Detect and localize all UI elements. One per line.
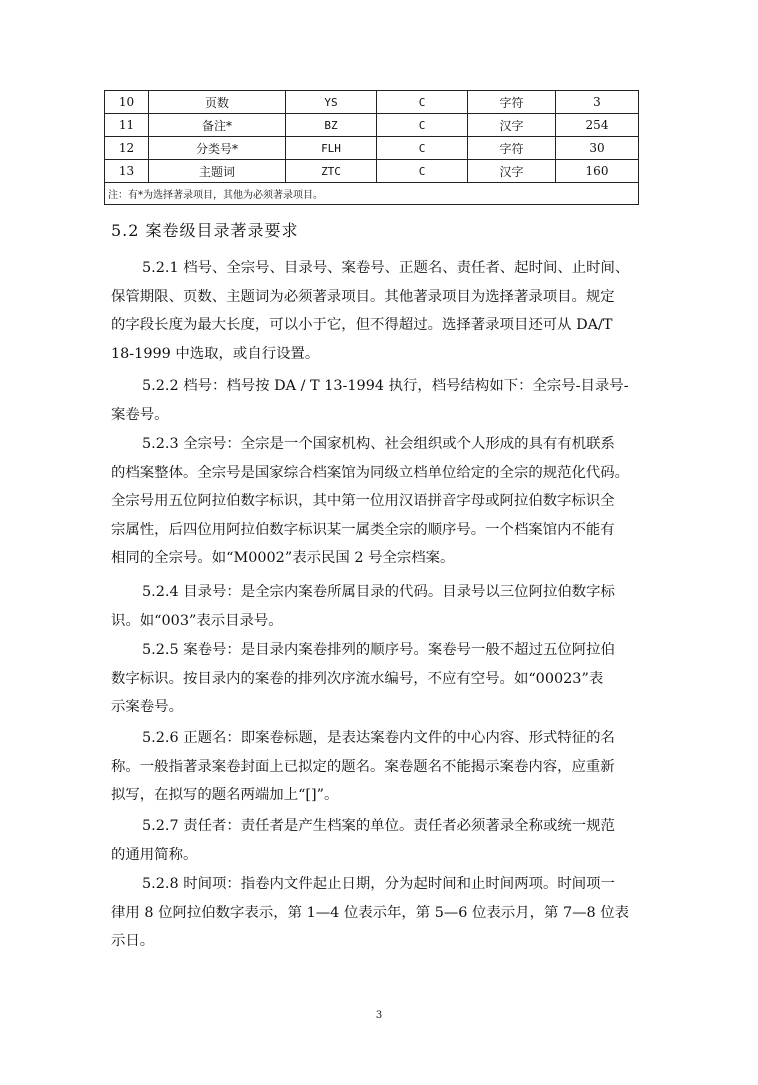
cell-no: 10 xyxy=(105,91,149,114)
cell-code: ZTC xyxy=(286,160,377,183)
paragraph-5-2-2 xyxy=(111,372,649,429)
cell-char: 汉字 xyxy=(468,114,556,137)
text-line: 案卷号。 xyxy=(111,406,169,423)
cell-length: 254 xyxy=(556,114,639,137)
paragraph-5-2-8 xyxy=(111,870,649,956)
paragraph-5-2-6 xyxy=(111,724,649,810)
table-row xyxy=(105,137,639,160)
paragraph-5-2-3 xyxy=(111,430,649,573)
cell-char: 字符 xyxy=(468,91,556,114)
cell-code: FLH xyxy=(286,137,377,160)
text-line: 的通用简称。 xyxy=(111,846,198,863)
text-line: 宗属性，后四位用阿拉伯数字标识某一属类全宗的顺序号。一个档案馆内不能有 xyxy=(111,521,615,538)
text-line: 5.2.5 案卷号：是目录内案卷排列的顺序号。案卷号一般不超过五位阿拉伯 xyxy=(142,642,615,658)
text-line: 相同的全宗号。如“M0002”表示民国 2 号全宗档案。 xyxy=(111,550,455,566)
section-heading: 5.2 案卷级目录著录要求 xyxy=(111,221,299,240)
text-line: 的档案整体。全宗号是国家综合档案馆为同级立档单位给定的全宗的规范化代码。 xyxy=(111,464,630,481)
text-line: 数字标识。按目录内的案卷的排列次序流水编号，不应有空号。如“00023”表 xyxy=(111,670,604,687)
text-line: 5.2.3 全宗号：全宗是一个国家机构、社会组织或个人形成的具有有机联系 xyxy=(142,436,615,452)
table-note: 注：有*为选择著录项目，其他为必须著录项目。 xyxy=(105,183,639,205)
text-line: 拟写，在拟写的题名两端加上“[]”。 xyxy=(111,787,339,803)
text-line: 示案卷号。 xyxy=(111,699,183,715)
paragraph-5-2-7 xyxy=(111,812,649,869)
cell-name: 备注* xyxy=(149,114,286,137)
cell-char: 字符 xyxy=(468,137,556,160)
table-row xyxy=(105,160,639,183)
paragraph-5-2-4 xyxy=(111,578,649,635)
text-line: 5.2.1 档号、全宗号、目录号、案卷号、正题名、责任者、起时间、止时间、 xyxy=(142,260,630,276)
field-spec-table xyxy=(104,90,639,205)
text-line: 全宗号用五位阿拉伯数字标识，其中第一位用汉语拼音字母或阿拉伯数字标识全 xyxy=(111,493,615,509)
text-line: 5.2.4 目录号：是全宗内案卷所属目录的代码。目录号以三位阿拉伯数字标 xyxy=(142,584,615,600)
paragraph-5-2-1 xyxy=(111,254,649,368)
cell-no: 13 xyxy=(105,160,149,183)
text-line: 5.2.7 责任者：责任者是产生档案的单位。责任者必须著录全称或统一规范 xyxy=(142,818,615,834)
cell-type: C xyxy=(377,114,468,137)
text-line: 律用 8 位阿拉伯数字表示，第 1—4 位表示年，第 5—6 位表示月，第 7—8 位表 xyxy=(111,904,630,921)
text-line: 5.2.2 档号：档号按 DA / T 13-1994 执行，档号结构如下：全宗号-目录号- xyxy=(142,378,629,394)
text-line: 的字段长度为最大长度，可以小于它，但不得超过。选择著录项目还可从 DA/T xyxy=(111,317,613,333)
cell-type: C xyxy=(377,91,468,114)
cell-code: YS xyxy=(286,91,377,114)
cell-length: 30 xyxy=(556,137,639,160)
page-number: 3 xyxy=(375,1010,383,1021)
table-note-row xyxy=(105,183,639,205)
text-line: 5.2.8 时间项：指卷内文件起止日期，分为起时间和止时间两项。时间项一 xyxy=(142,876,615,892)
cell-type: C xyxy=(377,137,468,160)
table-row xyxy=(105,91,639,114)
paragraph-5-2-5 xyxy=(111,636,649,722)
text-line: 保管期限、页数、主题词为必须著录项目。其他著录项目为选择著录项目。规定 xyxy=(111,288,615,305)
cell-length: 160 xyxy=(556,160,639,183)
table-row xyxy=(105,114,639,137)
cell-name: 主题词 xyxy=(149,160,286,183)
cell-char: 汉字 xyxy=(468,160,556,183)
cell-type: C xyxy=(377,160,468,183)
text-line: 5.2.6 正题名：即案卷标题，是表达案卷内文件的中心内容、形式特征的名 xyxy=(142,730,615,746)
cell-code: BZ xyxy=(286,114,377,137)
cell-length: 3 xyxy=(556,91,639,114)
cell-no: 12 xyxy=(105,137,149,160)
cell-name: 分类号* xyxy=(149,137,286,160)
text-line: 识。如“003”表示目录号。 xyxy=(111,612,283,629)
cell-name: 页数 xyxy=(149,91,286,114)
text-line: 称。一般指著录案卷封面上已拟定的题名。案卷题名不能揭示案卷内容，应重新 xyxy=(111,758,615,775)
cell-no: 11 xyxy=(105,114,149,137)
text-line: 18-1999 中选取，或自行设置。 xyxy=(111,345,320,362)
text-line: 示日。 xyxy=(111,933,155,949)
